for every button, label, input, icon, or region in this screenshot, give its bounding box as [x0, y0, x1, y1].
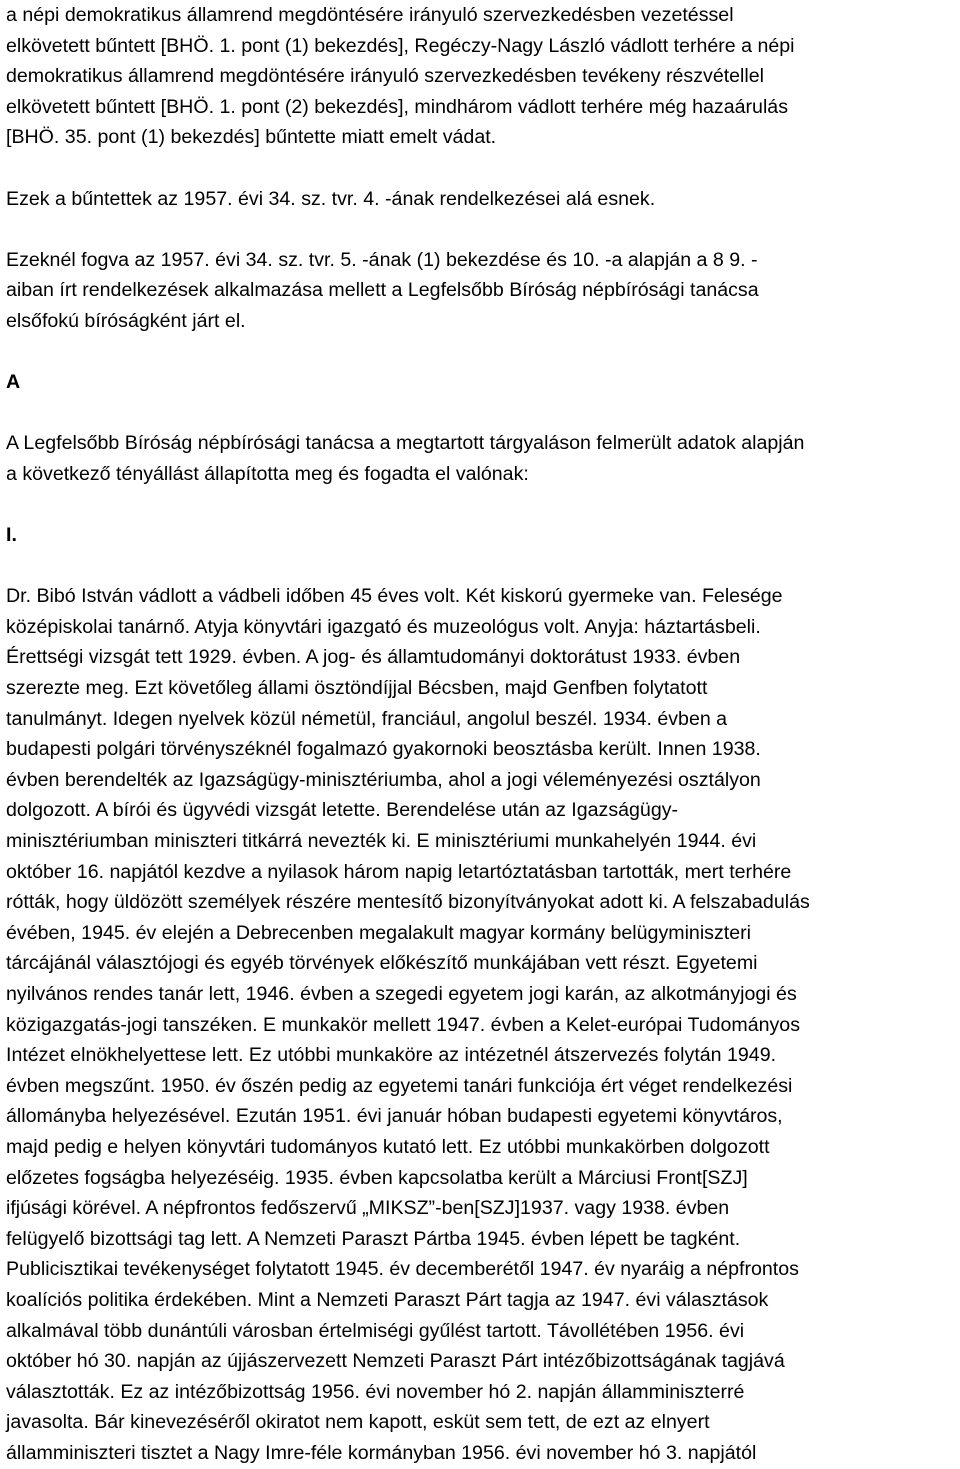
text-line: évében, 1945. év elején a Debrecenben megalakult magyar kormány belügyminiszteri — [6, 921, 751, 944]
paragraph-jurisdiction — [6, 245, 954, 337]
text-line: javasolta. Bár kinevezéséről okiratot nem kapott, esküt sem tett, de ezt az elnyert — [6, 1411, 710, 1434]
text-line: Intézet elnökhelyettese lett. Ez utóbbi munkaköre az intézetnél átszervezés folytán 1949. — [6, 1044, 777, 1067]
text-line: rótták, hogy üldözött személyek részére mentesítő bizonyítványokat adott ki. A felszabadulás — [6, 891, 810, 914]
text-line: államminiszteri tisztet a Nagy Imre-féle kormányban 1956. évi november hó 3. napjától — [6, 1441, 757, 1464]
text-line: Dr. Bibó István vádlott a vádbeli időben 45 éves volt. Két kiskorú gyermeke van. Felesége — [6, 585, 783, 608]
text-line: demokratikus államrend megdöntésére irányuló szervezkedésben tevékeny részvétellel — [6, 65, 765, 88]
text-line: budapesti polgári törvényszéknél fogalmazó gyakornoki beosztásba került. Innen 1938. — [6, 738, 761, 761]
text-line: közigazgatás-jogi tanszéken. E munkakör mellett 1947. évben a Kelet-európai Tudományos — [6, 1013, 801, 1036]
text-line: évben berendelték az Igazságügy-minisztériumba, ahol a jogi véleményezési osztályon — [6, 768, 761, 791]
paragraph-indictment — [6, 0, 954, 153]
text-line: felügyelő bizottsági tag lett. A Nemzeti Paraszt Pártba 1945. évben lépett be tagként. — [6, 1227, 741, 1250]
text-line: aiban írt rendelkezések alkalmazása mellett a Legfelsőbb Bíróság népbírósági tanácsa — [6, 279, 759, 302]
paragraph-findings-intro — [6, 428, 954, 489]
section-heading-i: I. — [6, 524, 17, 547]
document-page — [6, 0, 954, 1469]
text-line: elkövetett bűntett [BHÖ. 1. pont (1) bekezdés], Regéczy-Nagy László vádlott terhére a népi — [6, 34, 795, 57]
text-line: Publicisztikai tevékenységet folytatott 1945. év decemberétől 1947. év nyaráig a népfrontos — [6, 1258, 799, 1281]
text-line: választották. Ez az intézőbizottság 1956. évi november hó 2. napján államminiszterré — [6, 1380, 745, 1403]
text-line: elsőfokú bíróságként járt el. — [6, 309, 246, 332]
text-line: dolgozott. A bírói és ügyvédi vizsgát letette. Berendelése után az Igazságügy- — [6, 799, 679, 822]
text-line: előzetes fogságba helyezéséig. 1935. évben kapcsolatba került a Márciusi Front[SZJ] — [6, 1166, 748, 1189]
text-line: állományba helyezésével. Ezután 1951. évi január hóban budapesti egyetemi könyvtáros, — [6, 1105, 783, 1128]
text-line: Ezek a bűntettek az 1957. évi 34. sz. tvr. 4. -ának rendelkezései alá esnek. — [6, 187, 656, 210]
paragraph-biography — [6, 581, 954, 1468]
text-line: nyilvános rendes tanár lett, 1946. évben a szegedi egyetem jogi karán, az alkotmányjogi és — [6, 983, 797, 1005]
text-line: szerezte meg. Ezt követőleg állami ösztöndíjjal Bécsben, majd Genfben folytatott — [6, 677, 708, 700]
text-line: minisztériumban miniszteri titkárrá nevezték ki. E minisztériumi munkahelyén 1944. évi — [6, 830, 757, 853]
text-line: ifjúsági körével. A népfrontos fedőszervű „MIKSZ”-ben[SZJ]1937. vagy 1938. évben — [6, 1197, 730, 1220]
text-line: középiskolai tanárnő. Atyja könyvtári igazgató és muzeológus volt. Anyja: háztartásbeli. — [6, 615, 761, 638]
text-line: a következő tényállást állapította meg és fogadta el valónak: — [6, 462, 529, 485]
text-line: évben megszűnt. 1950. év őszén pedig az egyetemi tanári funkciója ért véget rendelkezési — [6, 1074, 793, 1097]
text-line: koalíciós politika érdekében. Mint a Nemzeti Paraszt Párt tagja az 1947. évi választások — [6, 1288, 769, 1311]
text-line: október hó 30. napján az újjászervezett Nemzeti Paraszt Párt intézőbizottságának tagjává — [6, 1350, 785, 1373]
text-line: [BHÖ. 35. pont (1) bekezdés] bűntette miatt emelt vádat. — [6, 126, 497, 149]
text-line: tárcájánál választójogi és egyéb törvények előkészítő munkájában vett részt. Egyetemi — [6, 952, 758, 975]
paragraph-offences — [6, 184, 954, 215]
text-line: a népi demokratikus államrend megdöntésére irányuló szervezkedésben vezetéssel — [6, 4, 734, 26]
text-line: október 16. napjától kezdve a nyilasok három napig letartóztatásban tartották, mert terhére — [6, 860, 792, 883]
text-line: Ezeknél fogva az 1957. évi 34. sz. tvr. 5. -ának (1) bekezdése és 10. -a alapján a 8 9. - — [6, 248, 758, 271]
text-line: elkövetett bűntett [BHÖ. 1. pont (2) bekezdés], mindhárom vádlott terhére még hazaárulás — [6, 95, 788, 118]
text-line: Érettségi vizsgát tett 1929. évben. A jog- és államtudományi doktorátust 1933. évben — [6, 646, 741, 669]
text-line: A Legfelsőbb Bíróság népbírósági tanácsa a megtartott tárgyaláson felmerült adatok alapján — [6, 432, 805, 455]
text-line: tanulmányt. Idegen nyelvek közül németül, franciául, angolul beszél. 1934. évben a — [6, 707, 728, 730]
text-line: majd pedig e helyen könyvtári tudományos kutató lett. Ez utóbbi munkakörben dolgozott — [6, 1135, 770, 1158]
text-line: alkalmával több dunántúli városban értelmiségi gyűlést tartott. Távollétében 1956. évi — [6, 1319, 745, 1342]
section-heading-a: A — [6, 371, 21, 394]
